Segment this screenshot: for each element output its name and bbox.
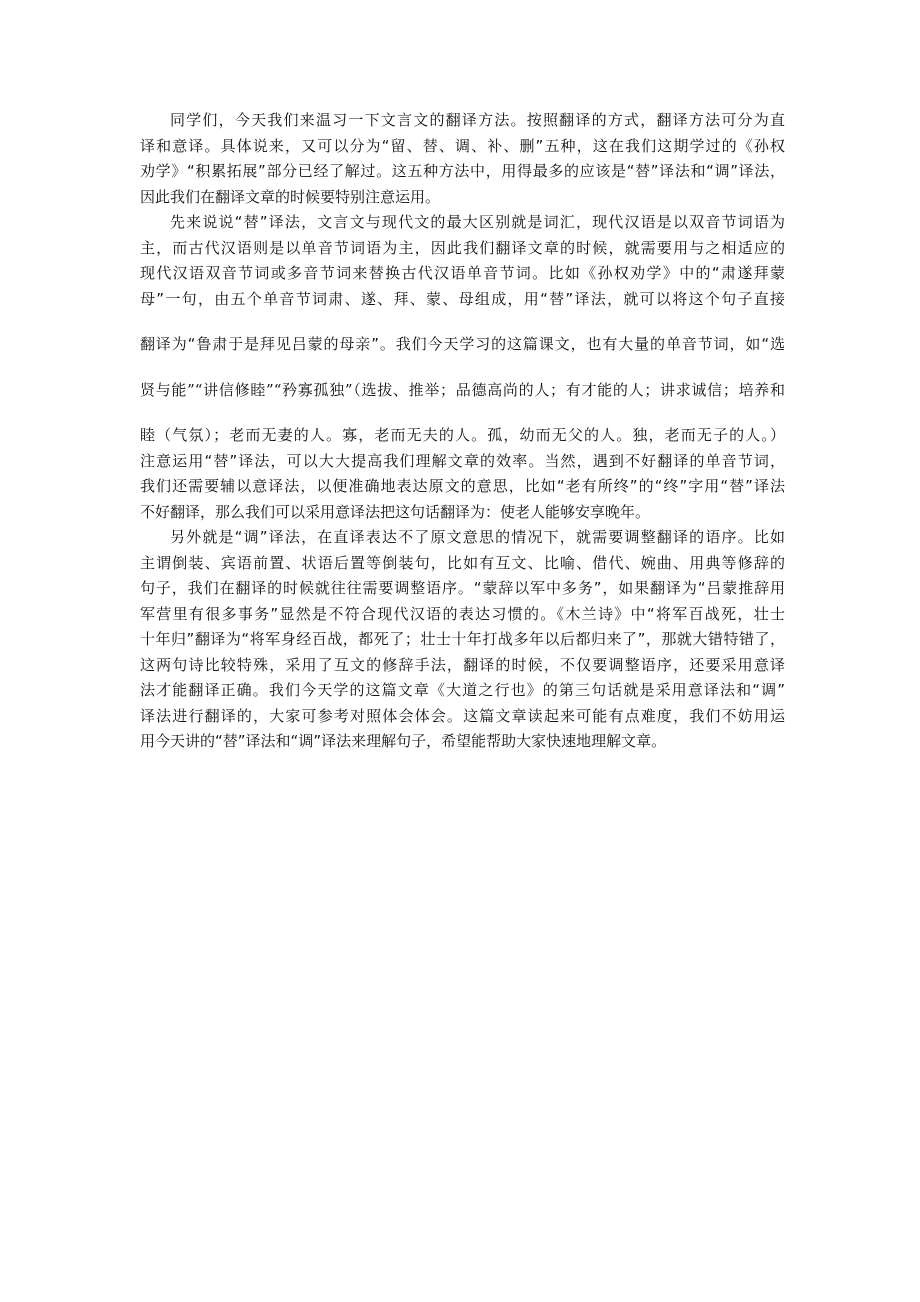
paragraph-line: 先来说说“替”译法，文言文与现代文的最大区别就是词汇，现代汉语是以双音节词语为 <box>170 213 785 231</box>
line-gap <box>140 358 785 378</box>
paragraph-line: 句子，我们在翻译的时候就往往需要调整语序。“蒙辞以军中多务”，如果翻译为“吕蒙推辞用 <box>140 579 785 597</box>
paragraph-line: 主，而古代汉语则是以单音节词语为主，因此我们翻译文章的时候，就需要用与之相适应的 <box>140 238 785 257</box>
paragraph-line: 用今天讲的“替”译法和“调”译法来理解句子，希望能帮助大家快速地理解文章。 <box>140 732 667 750</box>
paragraph-line: 译法进行翻译的，大家可参考对照体会体会。这篇文章读起来可能有点难度，我们不妨用运 <box>140 706 785 725</box>
paragraph-line: 我们还需要辅以意译法，以便准确地表达原文的意思，比如“老有所终”的“终”字用“替”译法 <box>140 477 785 495</box>
paragraph-line: 不好翻译，那么我们可以采用意译法把这句话翻译为：使老人能够安享晚年。 <box>140 502 651 521</box>
article-body <box>140 108 785 755</box>
paragraph-line: 法才能翻译正确。我们今天学的这篇文章《大道之行也》的第三句话就是采用意译法和“调” <box>140 681 785 699</box>
paragraph-line: 译和意译。具体说来，又可以分为“留、替、调、补、删”五种，这在我们这期学过的《孙权 <box>140 136 785 155</box>
paragraph-line: 这两句诗比较特殊，采用了互文的修辞手法，翻译的时候，不仅要调整语序，还要采用意译 <box>140 655 785 674</box>
paragraph-line: 现代汉语双音节词或多音节词来替换古代汉语单音节词。比如《孙权劝学》中的“肃遂拜蒙 <box>140 264 785 282</box>
paragraph-line: 劝学》“积累拓展”部分已经了解过。这五种方法中，用得最多的应该是“替”译法和“调”译法， <box>140 162 785 180</box>
paragraph-2 <box>140 210 785 525</box>
paragraph-line: 母”一句，由五个单音节词肃、遂、拜、蒙、母组成，用“替”译法，就可以将这个句子直接 <box>140 289 785 308</box>
paragraph-line: 军营里有很多事务”显然是不符合现代汉语的表达习惯的。《木兰诗》中“将军百战死，壮士 <box>140 604 785 623</box>
paragraph-line: 因此我们在翻译文章的时候要特别注意运用。 <box>140 187 441 206</box>
paragraph-line: 另外就是“调”译法，在直译表达不了原文意思的情况下，就需要调整翻译的语序。比如 <box>170 528 785 546</box>
line-gap <box>140 312 785 332</box>
paragraph-line: 同学们，今天我们来温习一下文言文的翻译方法。按照翻译的方式，翻译方法可分为直 <box>170 111 785 129</box>
paragraph-line: 主谓倒装、宾语前置、状语后置等倒装句，比如有互文、比喻、借代、婉曲、用典等修辞的 <box>140 553 785 572</box>
paragraph-line: 翻译为“鲁肃于是拜见吕蒙的母亲”。我们今天学习的这篇课文，也有大量的单音节词，如“选 <box>140 335 785 353</box>
line-gap <box>140 403 785 423</box>
paragraph-1 <box>140 108 785 210</box>
paragraph-line: 贤与能”“讲信修睦”“矜寡孤独”（选拔、推举；品德高尚的人；有才能的人；讲求诚信；培养和 <box>140 380 785 399</box>
paragraph-3 <box>140 525 785 755</box>
paragraph-line: 十年归”翻译为“将军身经百战，都死了；壮士十年打战多年以后都归来了”，那就大错特错了， <box>140 630 785 648</box>
paragraph-line: 注意运用“替”译法，可以大大提高我们理解文章的效率。当然，遇到不好翻译的单音节词， <box>140 451 785 470</box>
paragraph-line: 睦（气氛）；老而无妻的人。寡，老而无夫的人。孤，幼而无父的人。独，老而无子的人。） <box>140 426 785 444</box>
